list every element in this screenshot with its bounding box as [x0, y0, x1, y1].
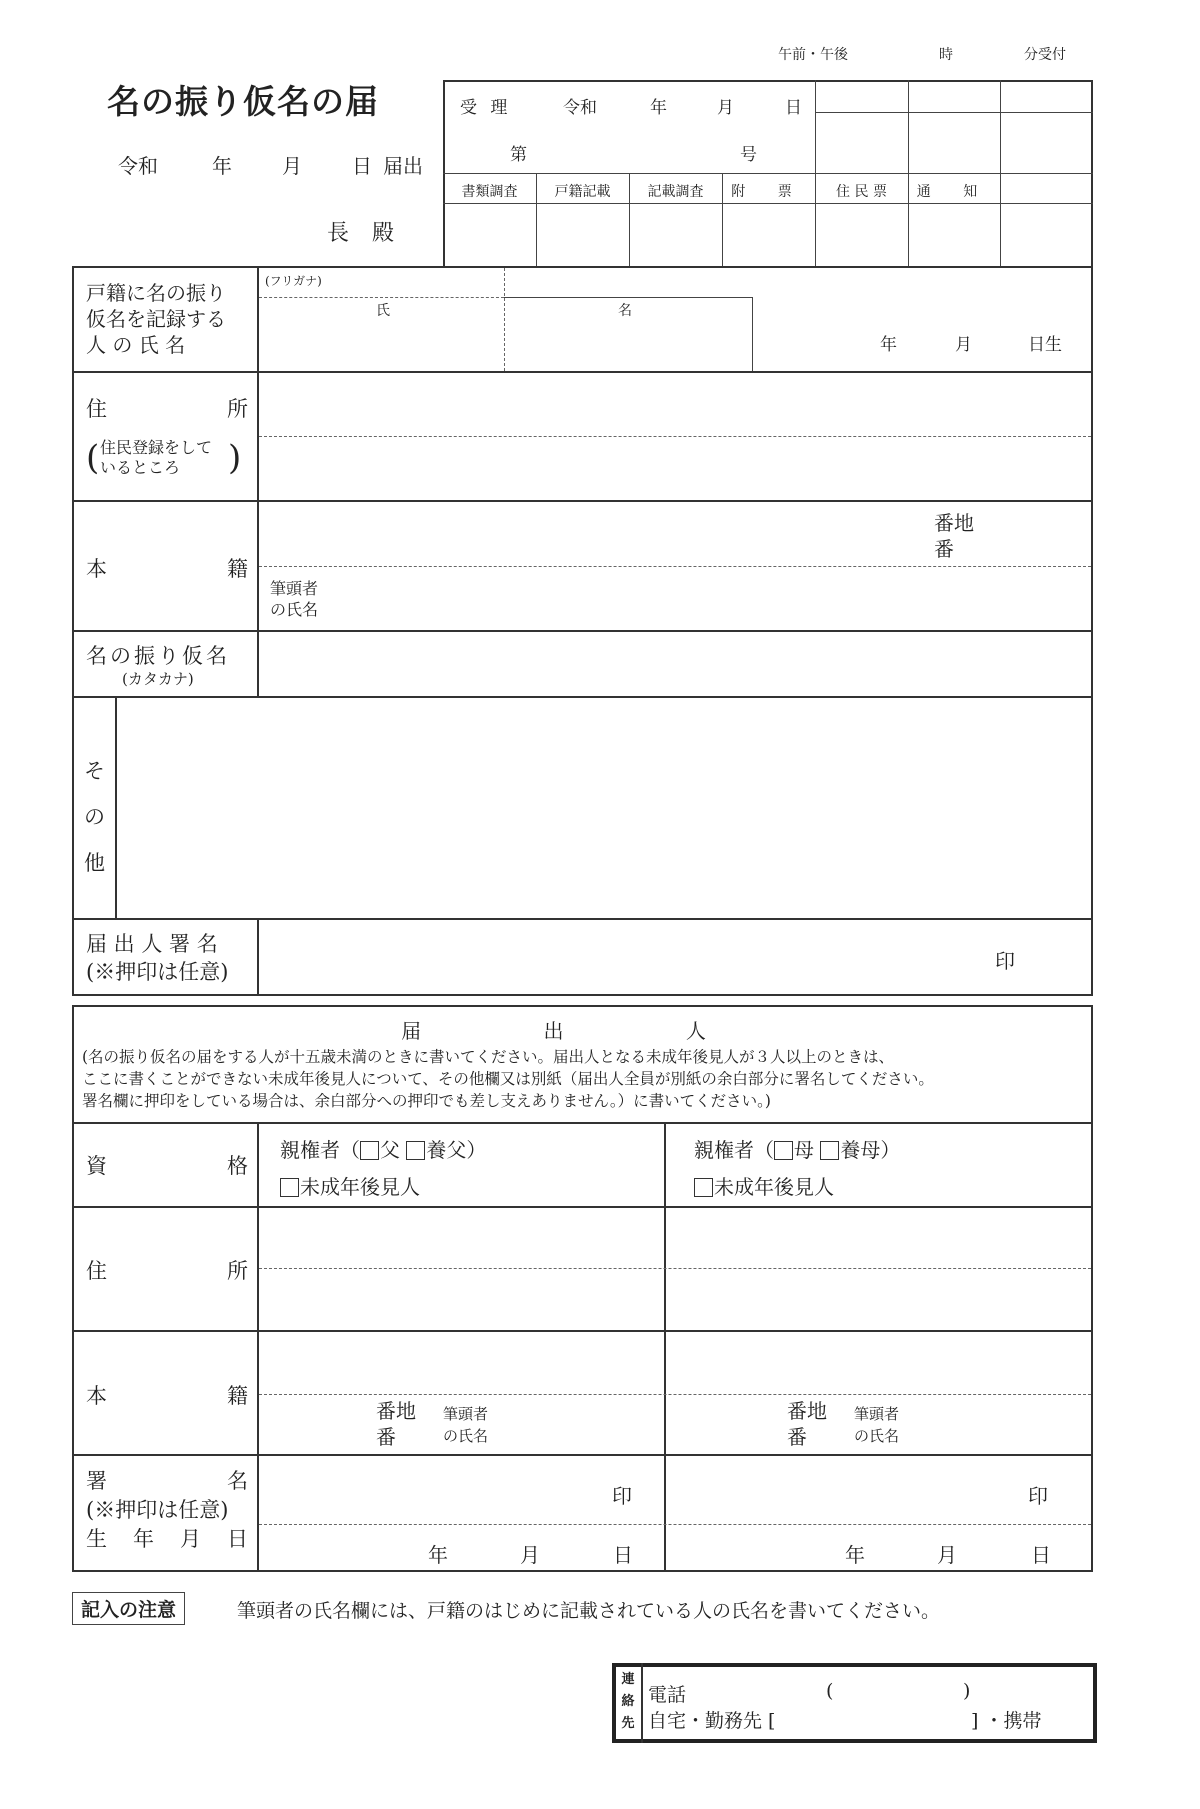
left-banchi: 番地 番 — [376, 1399, 416, 1449]
contact-paren-close: ) — [963, 1680, 971, 1702]
right-year: 年 — [845, 1543, 865, 1567]
contact-where: 自宅・勤務先 [ — [648, 1710, 776, 1732]
right-banchi: 番地 番 — [787, 1399, 827, 1449]
right-day: 日 — [1031, 1543, 1051, 1567]
office-col: 住 民 票 — [836, 184, 887, 200]
office-reception: 受 理 — [460, 98, 512, 118]
filer-sign-label: 署 名 (※押印は任意) 生 年 月 日 — [86, 1469, 248, 1551]
office-col: 記載調査 — [647, 184, 704, 200]
furigana-row-sub: (カタカナ) — [122, 670, 194, 688]
left-year: 年 — [428, 1543, 448, 1567]
right-month: 月 — [937, 1543, 957, 1567]
office-day: 日 — [785, 98, 802, 118]
contact-label: 連 絡 先 — [621, 1672, 635, 1731]
father-checkbox[interactable] — [360, 1141, 379, 1160]
adoptive-father-checkbox[interactable] — [406, 1141, 425, 1160]
filing-year: 年 — [212, 154, 232, 178]
right-parent-option[interactable]: 親権者（ 母 養母） — [694, 1138, 901, 1162]
birth-day: 日生 — [1028, 335, 1062, 355]
other-label: そ の 他 — [84, 759, 105, 875]
signature-label: 届 出 人 署 名 (※押印は任意) — [86, 932, 229, 984]
right-guardian-option[interactable]: 未成年後見人 — [694, 1171, 834, 1200]
office-year: 年 — [650, 98, 667, 118]
address-note: ( 住民登録をして いるところ ) — [86, 438, 242, 478]
left-guardian-checkbox[interactable] — [280, 1178, 299, 1197]
filing-suffix: 届出 — [383, 154, 423, 178]
given-name-label: 名 — [618, 303, 632, 319]
contact-phone-label: 電話 — [648, 1684, 687, 1706]
reception-hour: 時 — [939, 47, 953, 63]
honseki-banchi: 番地 番 — [934, 511, 974, 561]
office-era: 令和 — [563, 98, 597, 118]
left-seal: 印 — [612, 1484, 632, 1508]
office-number-prefix: 第 — [510, 145, 527, 165]
right-head-label: 筆頭者 の氏名 — [854, 1405, 900, 1445]
left-head-label: 筆頭者 の氏名 — [443, 1405, 489, 1445]
filer-heading: 届 出 人 — [401, 1019, 764, 1043]
qualification-label: 資 格 — [86, 1154, 248, 1178]
honseki-head-label: 筆頭者 の氏名 — [270, 579, 319, 619]
mother-checkbox[interactable] — [774, 1141, 793, 1160]
adoptive-mother-checkbox[interactable] — [820, 1141, 839, 1160]
office-col: 通 知 — [916, 184, 992, 200]
filing-era: 令和 — [118, 154, 158, 178]
office-number-suffix: 号 — [740, 145, 757, 165]
right-seal: 印 — [1028, 1484, 1048, 1508]
signature-seal: 印 — [995, 949, 1015, 973]
surname-label: 氏 — [376, 303, 390, 319]
honseki-label: 本 籍 — [86, 557, 248, 581]
left-day: 日 — [613, 1543, 633, 1567]
birth-year: 年 — [880, 335, 897, 355]
left-guardian-option[interactable]: 未成年後見人 — [280, 1171, 420, 1200]
office-month: 月 — [717, 98, 734, 118]
filing-month: 月 — [282, 154, 302, 178]
filer-instructions: (名の振り仮名の届をする人が十五歳未満のときに書いてください。届出人となる未成年後見人が３人以上のときは、 ここに書くことができない未成年後見人について、その他欄又は別紙（届出人全員が別紙の余白部分に署名してください。 署名欄に押印をしている場合は、余白部分への押印でも差し支えありません。）に書いてください。) — [82, 1048, 934, 1110]
notice-label: 記入の注意 — [72, 1592, 185, 1625]
filer-address-label: 住 所 — [86, 1259, 248, 1283]
left-parent-option[interactable]: 親権者（ 父 養父） — [280, 1138, 487, 1162]
contact-paren-open: ( — [826, 1680, 834, 1702]
furigana-row-label: 名の振り仮名 — [86, 644, 230, 668]
left-month: 月 — [520, 1543, 540, 1567]
birth-month: 月 — [955, 335, 972, 355]
office-use-box — [443, 80, 1093, 268]
filer-honseki-label: 本 籍 — [86, 1384, 248, 1408]
filing-day: 日 — [352, 154, 372, 178]
office-col: 附 票 — [731, 184, 806, 200]
office-col: 戸籍記載 — [554, 184, 611, 200]
furigana-label: (フリガナ) — [265, 274, 322, 288]
address-label: 住 所 — [86, 397, 248, 421]
contact-mobile: ] ・携帯 — [971, 1710, 1042, 1732]
right-guardian-checkbox[interactable] — [694, 1178, 713, 1197]
form-title: 名の振り仮名の届 — [107, 82, 379, 121]
recipient: 長 殿 — [327, 221, 402, 246]
person-label: 戸籍に名の振り 仮名を記録する 人 の 氏 名 — [86, 281, 226, 357]
reception-ampm: 午前・午後 — [778, 47, 848, 63]
notice-text: 筆頭者の氏名欄には、戸籍のはじめに記載されている人の氏名を書いてください。 — [237, 1600, 941, 1622]
reception-minute: 分受付 — [1024, 47, 1066, 63]
office-col: 書類調査 — [461, 184, 518, 200]
